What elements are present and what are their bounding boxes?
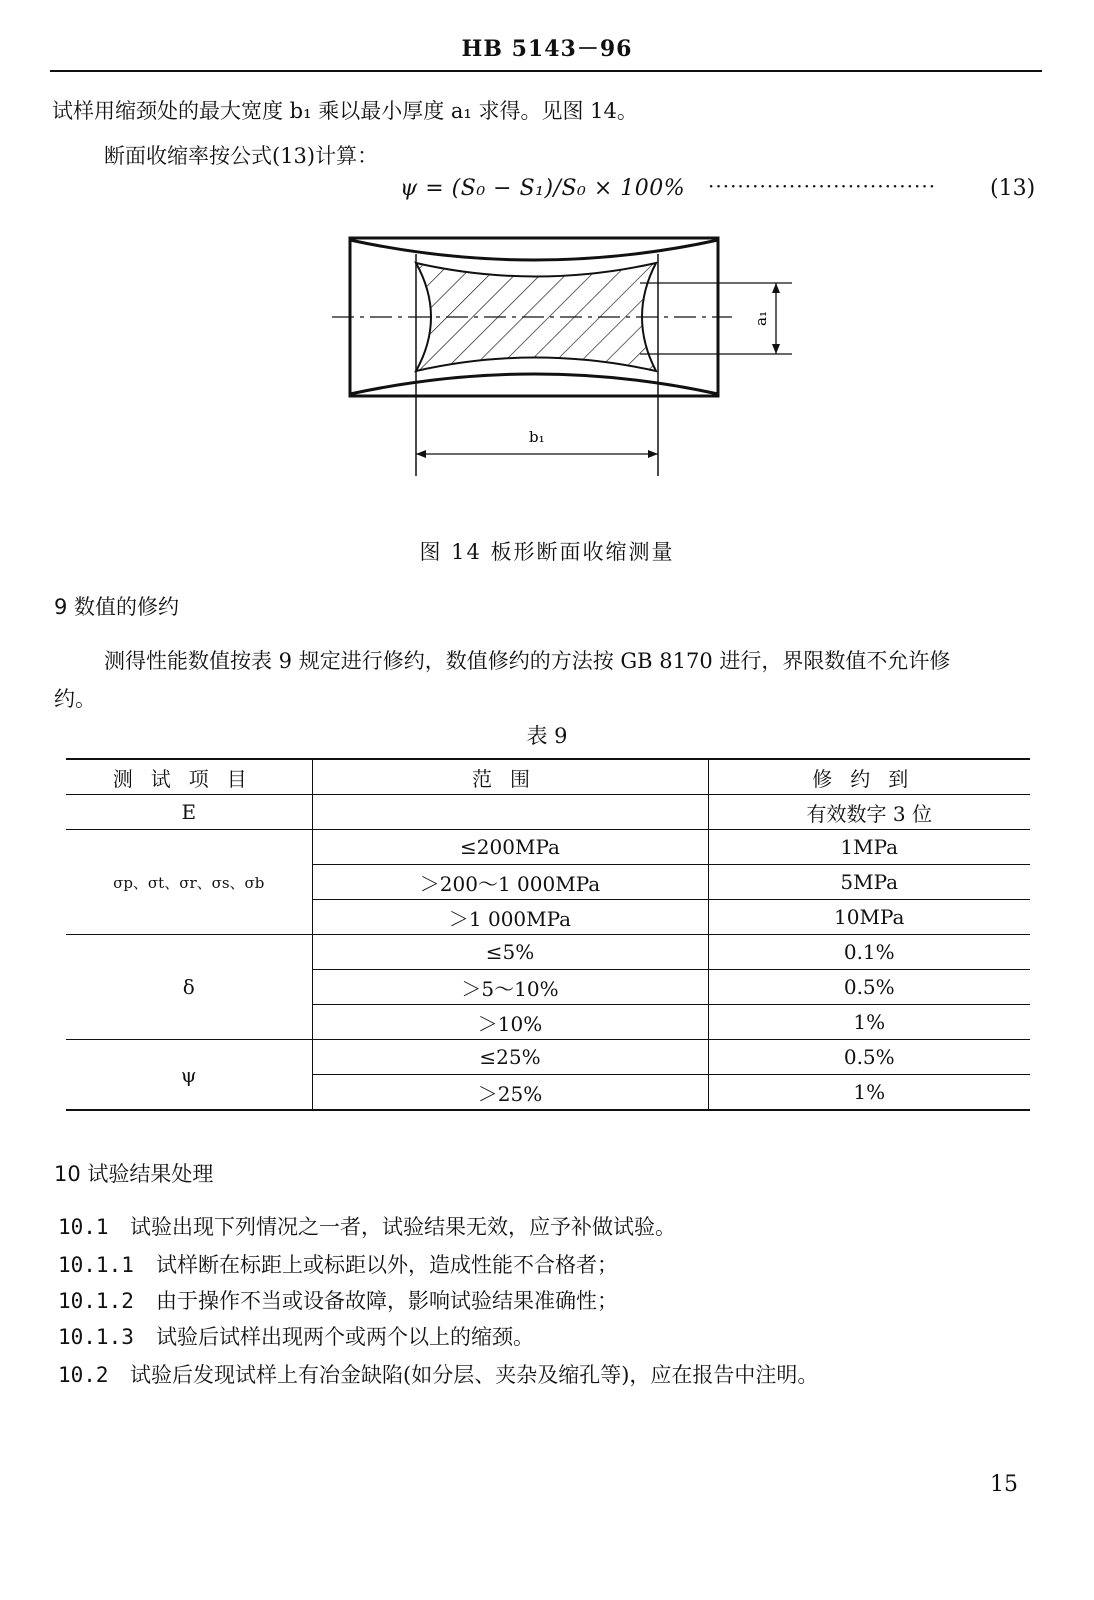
paragraph-width-thickness: 试样用缩颈处的最大宽度 b₁ 乘以最小厚度 a₁ 求得。见图 14。: [52, 99, 638, 123]
clause-10-2: [58, 1360, 818, 1390]
clause-10-1: [58, 1212, 676, 1242]
figure-14-diagram: [330, 230, 810, 485]
table-row: [66, 1040, 1030, 1075]
clause-text: 试样断在标距上或标距以外，造成性能不合格者；: [156, 1253, 618, 1277]
figure-caption: 图 14 板形断面收缩测量: [419, 540, 675, 564]
table-row: [66, 935, 1030, 970]
header-round-to: 修约到: [708, 759, 1030, 795]
clause-number: 10.1: [58, 1215, 109, 1239]
clause-text: 试验后试样出现两个或两个以上的缩颈。: [156, 1325, 534, 1349]
section-9-heading: 9 数值的修约: [54, 595, 180, 619]
clause-text: 试验出现下列情况之一者，试验结果无效，应予补做试验。: [130, 1215, 676, 1239]
round-cell: 1MPa: [708, 830, 1030, 865]
round-cell: 10MPa: [708, 900, 1030, 935]
round-cell: 1%: [708, 1075, 1030, 1111]
formula-number: (13): [990, 176, 1036, 201]
clause-number: 10.1.2: [58, 1289, 134, 1313]
round-cell: 有效数字 3 位: [708, 795, 1030, 830]
label-a1: a₁: [752, 311, 770, 326]
clause-number: 10.1.1: [58, 1253, 134, 1277]
item-cell: δ: [66, 935, 312, 1040]
paragraph-formula-intro: 断面收缩率按公式(13)计算：: [104, 144, 379, 168]
clause-number: 10.1.3: [58, 1325, 134, 1349]
range-cell: ＞25%: [312, 1075, 708, 1111]
clause-text: 试验后发现试样上有冶金缺陷(如分层、夹杂及缩孔等)，应在报告中注明。: [130, 1363, 819, 1387]
page-number: 15: [990, 1472, 1018, 1497]
range-cell: ＞5～10%: [312, 970, 708, 1005]
round-cell: 0.5%: [708, 970, 1030, 1005]
round-cell: 1%: [708, 1005, 1030, 1040]
item-cell: ψ: [66, 1040, 312, 1111]
range-cell: ≤25%: [312, 1040, 708, 1075]
table-row: [66, 795, 1030, 830]
formula-leader-dots: ·······························: [708, 174, 937, 198]
rounding-table: [66, 758, 1030, 1111]
range-cell: [312, 795, 708, 830]
range-cell: ≤200MPa: [312, 830, 708, 865]
clause-10-1-3: [58, 1322, 534, 1352]
clause-10-1-1: [58, 1250, 618, 1280]
clause-text: 由于操作不当或设备故障，影响试验结果准确性；: [156, 1289, 618, 1313]
clause-10-1-2: [58, 1286, 618, 1316]
document-code-header: HB 5143－96: [461, 36, 633, 62]
range-cell: ＞10%: [312, 1005, 708, 1040]
range-cell: ≤5%: [312, 935, 708, 970]
round-cell: 0.5%: [708, 1040, 1030, 1075]
section-9-paragraph-cont: 约。: [54, 687, 96, 711]
header-range: 范围: [312, 759, 708, 795]
label-b1: b₁: [529, 428, 545, 446]
table-header-row: [66, 759, 1030, 795]
table-caption: 表 9: [526, 724, 568, 748]
round-cell: 5MPa: [708, 865, 1030, 900]
round-cell: 0.1%: [708, 935, 1030, 970]
table-row: [66, 830, 1030, 865]
range-cell: ＞1 000MPa: [312, 900, 708, 935]
section-9-paragraph: 测得性能数值按表 9 规定进行修约，数值修约的方法按 GB 8170 进行，界限数值不允许修: [104, 649, 951, 673]
range-cell: ＞200～1 000MPa: [312, 865, 708, 900]
section-10-heading: 10 试验结果处理: [54, 1162, 214, 1186]
clause-number: 10.2: [58, 1363, 109, 1387]
formula-13: ψ = (S₀ − S₁)/S₀ × 100%: [400, 176, 686, 201]
header-test-item: 测试项目: [66, 759, 312, 795]
item-cell: E: [66, 795, 312, 830]
item-cell: σp、σt、σr、σs、σb: [66, 830, 312, 935]
header-divider: [50, 70, 1042, 72]
